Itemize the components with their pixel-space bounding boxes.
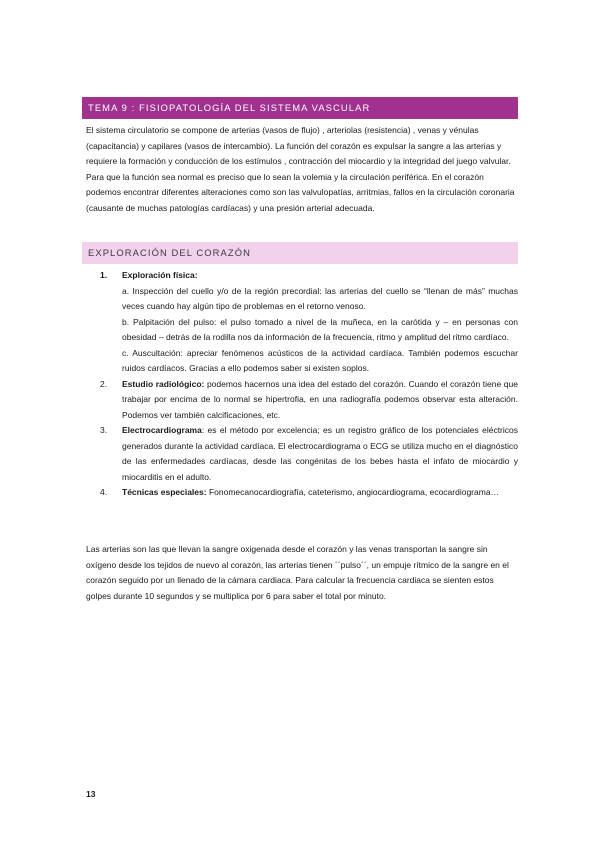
item-heading: Electrocardiograma <box>122 425 202 435</box>
item-text: : es el método por excelencia; es un registro gráfico de los potenciales eléctricos generados durante la actividad cardíaca. El electrocardiograma o ECG se utiliza mucho en el diagnóstico de las enfermedades cardíacas, desde las congénitas de los bebes hasta el infato de miocardio y miocarditis en el adulto. <box>122 425 518 482</box>
exploration-list <box>100 268 518 501</box>
item-heading: Técnicas especiales: <box>122 487 207 497</box>
list-item <box>100 377 518 424</box>
item-number: 2. <box>100 378 108 389</box>
item-number: 1. <box>100 270 108 280</box>
page-number: 13 <box>86 789 96 799</box>
item-text: podemos hacernos una idea del estado del corazón. Cuando el corazón tiene que trabajar por encima de lo normal se hipertrofia, en una radiografía podemos observar esta alteración. Podemos ver también calcificaciones, etc. <box>122 378 518 420</box>
chapter-title: TEMA 9 : FISIOPATOLOGÍA DEL SISTEMA VASCULAR <box>82 97 518 119</box>
item-heading: Exploración física: <box>122 270 198 280</box>
item-heading: Estudio radiológico: <box>122 378 205 389</box>
sub-item: b. Palpitación del pulso: el pulso tomado a nivel de la muñeca, en la carótida y – en personas con obesidad – detrás de la rodilla nos da información de la frecuencia, ritmo y amplitud del ritmo cardíaco. <box>122 316 518 342</box>
list-item <box>100 268 518 377</box>
list-item <box>100 485 518 501</box>
sub-item: c. Auscultación: apreciar fenómenos acústicos de la actividad cardíaca. También podemos escuchar ruidos cardíacos. Gracias a ello podemos saber si existen soplos. <box>122 347 518 373</box>
item-number: 3. <box>100 425 108 435</box>
section-heading: EXPLORACIÓN DEL CORAZÓN <box>82 242 518 264</box>
closing-paragraph: Las arterias son las que llevan la sangre oxigenada desde el corazón y las venas transportan la sangre sin oxígeno desde los tejidos de nuevo al corazón, las arterias tienen ´´pulso´´, un empuje rítmico de la sangre en el corazón seguido por un llenado de la cámara cardiaca. Para calcular la frecuencia cardiaca se sienten estos golpes durante 10 segundos y se multiplica por 6 para saber el total por minuto. <box>86 544 509 601</box>
item-number: 4. <box>100 487 108 497</box>
intro-paragraph: El sistema circulatorio se compone de arterias (vasos de flujo) , arteriolas (resistencia) , venas y vénulas (capacitancia) y capilares (vasos de intercambio). La función del corazón es expulsar la sangre a las arterias y requiere la formación y conducción de los estímulos , contracción del miocardio y la integridad del juego valvular. Para que la función sea normal es preciso que lo sean la volemia y la circulación periférica. En el corazón podemos encontrar diferentes alteraciones como son las valvulopatías, arritmias, fallos en la circulación coronaria (causante de muchas patologías cardíacas) y una presión arterial adecuada. <box>86 125 515 213</box>
item-text: Fonomecanocardiografía, cateterismo, angiocardiograma, ecocardiograma… <box>206 487 500 497</box>
sub-item: a. Inspección del cuello y/o de la región precordial: las arterias del cuello se “llenan de más” muchas veces cuando hay algún tipo de problemas en el retorno venoso. <box>122 285 518 311</box>
list-item <box>100 423 518 485</box>
